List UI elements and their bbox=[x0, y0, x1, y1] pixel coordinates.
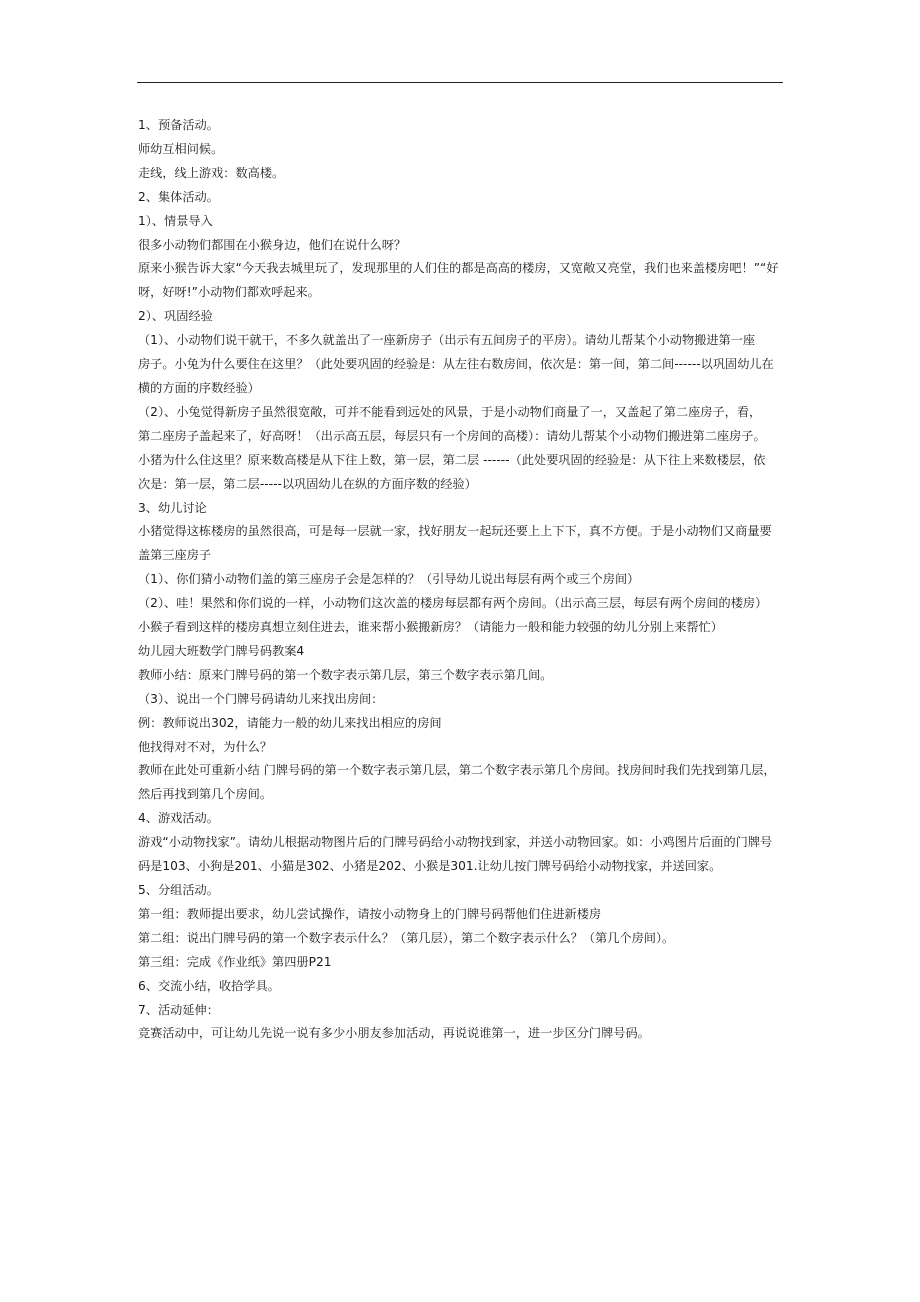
paragraph-line: 第三组：完成《作业纸》第四册P21 bbox=[138, 954, 332, 969]
document-body bbox=[138, 114, 788, 1046]
paragraph-line: 小猴子看到这样的楼房真想立刻住进去，谁来帮小猴搬新房？（请能力一般和能力较强的幼儿分别上来帮忙） bbox=[138, 620, 723, 635]
paragraph-line: 他找得对不对，为什么？ bbox=[138, 739, 273, 754]
paragraph-line: 第一组：教师提出要求，幼儿尝试操作，请按小动物身上的门牌号码帮他们住进新楼房 bbox=[138, 906, 602, 921]
paragraph-line: 次是：第一层，第二层-----以巩固幼儿在纵的方面序数的经验） bbox=[138, 476, 477, 491]
paragraph-line: 第二座房子盖起来了，好高呀！（出示高五层，每层只有一个房间的高楼）：请幼儿帮某个小动物们搬进第二座房子。 bbox=[138, 428, 766, 443]
subsection-heading: 2）、巩固经验 bbox=[138, 309, 213, 324]
section-heading: 7、活动延伸： bbox=[138, 1002, 219, 1017]
section-heading: 3、幼儿讨论 bbox=[138, 500, 207, 515]
document-title-line: 幼儿园大班数学门牌号码教案4 bbox=[138, 643, 305, 658]
paragraph-line: 小猪为什么住这里？原来数高楼是从下往上数，第一层，第二层 ------（此处要巩固的经验是：从下往上来数楼层，依 bbox=[138, 452, 766, 467]
paragraph-line: 很多小动物们都围在小猴身边，他们在说什么呀？ bbox=[138, 237, 407, 252]
paragraph-line: 小猪觉得这栋楼房的虽然很高，可是每一层就一家，找好朋友一起玩还要上上下下，真不方便。于是小动物们又商量要 bbox=[138, 524, 772, 539]
paragraph-line: 原来小猴告诉大家“今天我去城里玩了，发现那里的人们住的都是高高的楼房，又宽敞又亮堂，我们也来盖楼房吧！”“好 bbox=[138, 261, 779, 276]
paragraph-line: 横的方面的序数经验） bbox=[138, 380, 260, 395]
paragraph-line: 房子。小兔为什么要住在这里？（此处要巩固的经验是：从左往右数房间，依次是：第一间，第二间------以巩固幼儿在 bbox=[138, 357, 774, 372]
paragraph-line: 盖第三座房子 bbox=[138, 548, 212, 563]
section-heading: 2、集体活动。 bbox=[138, 189, 219, 204]
paragraph-line: （2）、小兔觉得新房子虽然很宽敞，可并不能看到远处的风景，于是小动物们商量了一，又盖起了第二座房子，看， bbox=[138, 404, 762, 419]
section-heading: 5、分组活动。 bbox=[138, 883, 219, 897]
section-heading: 6、交流小结，收拾学具。 bbox=[138, 978, 280, 993]
section-heading: 4、游戏活动。 bbox=[138, 811, 219, 826]
paragraph-line: （1）、小动物们说干就干，不多久就盖出了一座新房子（出示有五间房子的平房）。请幼儿帮某个小动物搬进第一座 bbox=[138, 333, 756, 348]
paragraph-line: 竞赛活动中，可让幼儿先说一说有多少小朋友参加活动，再说说谁第一，进一步区分门牌号码。 bbox=[138, 1026, 650, 1041]
paragraph-line: 师幼互相问候。 bbox=[138, 141, 224, 156]
paragraph-line: 例：教师说出302，请能力一般的幼儿来找出相应的房间 bbox=[138, 715, 442, 730]
paragraph-line: （2）、哇！果然和你们说的一样，小动物们这次盖的楼房每层都有两个房间。（出示高三层，每层有两个房间的楼房） bbox=[138, 596, 768, 611]
paragraph-line: 然后再找到第几个房间。 bbox=[138, 787, 273, 802]
paragraph-line: 第二组：说出门牌号码的第一个数字表示什么？（第几层），第二个数字表示什么？（第几个房间）。 bbox=[138, 930, 675, 945]
paragraph-line: 走线，线上游戏：数高楼。 bbox=[138, 165, 285, 180]
paragraph-line: （3）、说出一个门牌号码请幼儿来找出房间： bbox=[138, 691, 384, 706]
paragraph-line: 教师小结：原来门牌号码的第一个数字表示第几层，第三个数字表示第几间。 bbox=[138, 667, 553, 682]
paragraph-line: 游戏“小动物找家”。请幼儿根据动物图片后的门牌号码给小动物找到家，并送小动物回家。如：小鸡图片后面的门牌号 bbox=[138, 835, 773, 850]
subsection-heading: 1）、情景导入 bbox=[138, 213, 213, 228]
header-rule bbox=[137, 82, 783, 83]
paragraph-line: （1）、你们猜小动物们盖的第三座房子会是怎样的？（引导幼儿说出每层有两个或三个房间） bbox=[138, 572, 640, 587]
paragraph-line: 教师在此处可重新小结 门牌号码的第一个数字表示第几层，第二个数字表示第几个房间。找房间时我们先找到第几层， bbox=[138, 763, 776, 778]
paragraph-line: 码是103、小狗是201、小猫是302、小猪是202、小猴是301.让幼儿按门牌号码给小动物找家，并送回家。 bbox=[138, 859, 722, 874]
section-heading: 1、预备活动。 bbox=[138, 118, 219, 132]
paragraph-line: 呀，好呀!”小动物们都欢呼起来。 bbox=[138, 285, 320, 300]
